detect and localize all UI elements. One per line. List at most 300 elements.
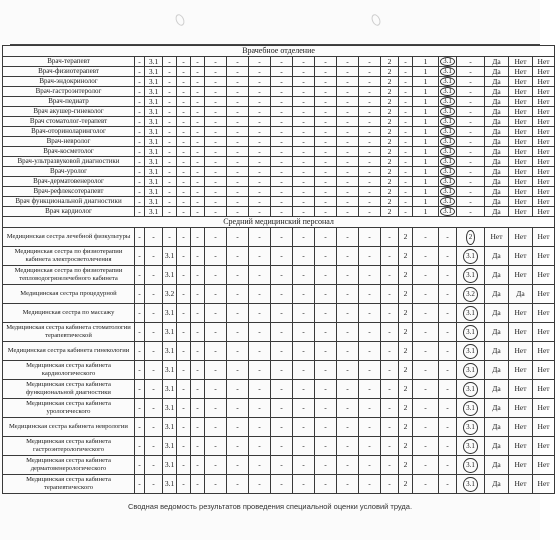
class-cell: 3.1	[145, 77, 163, 87]
factor-cell: -	[135, 167, 145, 177]
factor-cell: -	[337, 266, 359, 285]
factor-cell: -	[315, 304, 337, 323]
factor-cell: -	[177, 77, 191, 87]
factor-cell: -	[145, 266, 163, 285]
factor-cell: -	[359, 228, 381, 247]
factor-cell: -	[271, 285, 293, 304]
decision-cell: Нет	[533, 361, 555, 380]
factor-cell: -	[135, 147, 145, 157]
factor-cell: -	[439, 342, 457, 361]
table-row	[3, 399, 555, 418]
factor-cell: -	[315, 77, 337, 87]
factor-cell: -	[249, 266, 271, 285]
decision-cell: Нет	[533, 266, 555, 285]
factor-cell: 2	[399, 304, 413, 323]
factor-cell: -	[293, 67, 315, 77]
class-cell: 3.2	[163, 285, 177, 304]
position-name: Врач-гастроэнтеролог	[3, 87, 135, 97]
factor-cell: -	[439, 285, 457, 304]
factor-cell: -	[227, 147, 249, 157]
table-row	[3, 97, 555, 107]
factor-cell: -	[205, 380, 227, 399]
factor-cell: -	[163, 127, 177, 137]
factor-cell: -	[205, 323, 227, 342]
decision-cell: Нет	[533, 475, 555, 494]
section-header-row	[3, 217, 555, 228]
decision-cell: Да	[485, 456, 509, 475]
factor-cell: -	[163, 67, 177, 77]
factor-cell: -	[205, 475, 227, 494]
factor-cell: -	[293, 147, 315, 157]
factor-cell: -	[337, 187, 359, 197]
factor-cell: -	[191, 456, 205, 475]
table-row	[3, 147, 555, 157]
position-name: Врач-дерматовенеролог	[3, 177, 135, 187]
factor-cell: -	[145, 228, 163, 247]
factor-cell: -	[337, 177, 359, 187]
class-cell: 3.1	[145, 207, 163, 217]
final-class	[439, 107, 457, 117]
class-cell: 3.1	[145, 137, 163, 147]
factor-cell: -	[227, 67, 249, 77]
factor-cell: 1	[413, 57, 439, 67]
factor-cell: -	[315, 207, 337, 217]
factor-cell: -	[227, 285, 249, 304]
factor-cell: -	[359, 117, 381, 127]
position-name: Врач акушер-гинеколог	[3, 107, 135, 117]
decision-cell: Нет	[533, 399, 555, 418]
factor-cell: -	[271, 157, 293, 167]
factor-cell: -	[205, 228, 227, 247]
factor-cell: -	[315, 399, 337, 418]
factor-cell: -	[205, 67, 227, 77]
factor-cell: -	[135, 380, 145, 399]
factor-cell: -	[191, 380, 205, 399]
factor-cell: -	[337, 137, 359, 147]
factor-cell: -	[135, 127, 145, 137]
factor-cell: -	[359, 57, 381, 67]
factor-cell: -	[413, 266, 439, 285]
factor-cell: -	[227, 77, 249, 87]
circled-class-mark: 3.1	[440, 137, 455, 146]
factor-cell: -	[163, 117, 177, 127]
factor-cell: -	[191, 77, 205, 87]
factor-cell: -	[135, 266, 145, 285]
factor-cell: -	[227, 137, 249, 147]
factor-cell: -	[315, 266, 337, 285]
factor-cell: -	[177, 107, 191, 117]
factor-cell: -	[191, 167, 205, 177]
factor-cell: -	[177, 97, 191, 107]
factor-cell: -	[205, 137, 227, 147]
factor-cell: -	[315, 137, 337, 147]
factor-cell: -	[337, 399, 359, 418]
decision-cell: Нет	[533, 437, 555, 456]
factor-cell: -	[205, 437, 227, 456]
factor-cell: -	[249, 342, 271, 361]
factor-cell: -	[135, 342, 145, 361]
factor-cell: -	[271, 57, 293, 67]
decision-cell: Нет	[509, 207, 533, 217]
final-class	[457, 342, 485, 361]
factor-cell: -	[249, 437, 271, 456]
factor-cell: -	[293, 197, 315, 207]
table-row	[3, 137, 555, 147]
factor-cell: -	[439, 437, 457, 456]
final-class	[439, 177, 457, 187]
factor-cell: -	[413, 285, 439, 304]
factor-cell: -	[359, 456, 381, 475]
position-name: Врач-рефлексотерапевт	[3, 187, 135, 197]
factor-cell: -	[145, 361, 163, 380]
circled-class-mark: 3.1	[440, 87, 455, 96]
decision-cell: Да	[485, 157, 509, 167]
factor-cell: -	[293, 177, 315, 187]
factor-cell: -	[177, 228, 191, 247]
final-class	[439, 157, 457, 167]
factor-cell: -	[163, 57, 177, 67]
factor-cell: -	[227, 57, 249, 67]
factor-cell: -	[337, 197, 359, 207]
decision-cell: Нет	[533, 97, 555, 107]
factor-cell: 1	[413, 87, 439, 97]
factor-cell: 1	[413, 117, 439, 127]
class-cell: 3.1	[145, 157, 163, 167]
decision-cell: Нет	[533, 197, 555, 207]
class-cell: 3.1	[145, 127, 163, 137]
class-cell: 3.1	[145, 147, 163, 157]
factor-cell: -	[439, 304, 457, 323]
section-title: Средний медицинский персонал	[3, 217, 555, 228]
factor-cell: -	[381, 247, 399, 266]
decision-cell: Да	[485, 57, 509, 67]
factor-cell: -	[227, 475, 249, 494]
factor-cell: -	[457, 167, 485, 177]
position-name: Медицинская сестра кабинета гинекологии	[3, 342, 135, 361]
factor-cell: 2	[399, 342, 413, 361]
table-row	[3, 57, 555, 67]
class-cell: 3.1	[163, 418, 177, 437]
factor-cell: -	[205, 177, 227, 187]
factor-cell: -	[135, 87, 145, 97]
final-class	[439, 57, 457, 67]
factor-cell: 2	[381, 117, 399, 127]
factor-cell: -	[413, 399, 439, 418]
final-class	[439, 97, 457, 107]
factor-cell: -	[315, 57, 337, 67]
final-class	[457, 456, 485, 475]
position-name: Врач-физиотерапевт	[3, 67, 135, 77]
factor-cell: -	[249, 167, 271, 177]
factor-cell: -	[359, 285, 381, 304]
factor-cell: -	[191, 197, 205, 207]
factor-cell: -	[359, 167, 381, 177]
factor-cell: -	[359, 437, 381, 456]
factor-cell: -	[135, 97, 145, 107]
final-class	[439, 167, 457, 177]
factor-cell: -	[315, 323, 337, 342]
factor-cell: -	[271, 77, 293, 87]
decision-cell: Да	[485, 97, 509, 107]
factor-cell: -	[359, 87, 381, 97]
factor-cell: -	[359, 187, 381, 197]
factor-cell: -	[457, 157, 485, 167]
factor-cell: -	[163, 187, 177, 197]
factor-cell: -	[337, 97, 359, 107]
factor-cell: -	[145, 475, 163, 494]
factor-cell: -	[249, 228, 271, 247]
decision-cell: Нет	[533, 187, 555, 197]
factor-cell: -	[381, 437, 399, 456]
factor-cell: 2	[399, 285, 413, 304]
factor-cell: -	[381, 342, 399, 361]
class-cell: 3.1	[145, 87, 163, 97]
factor-cell: -	[249, 197, 271, 207]
table-row	[3, 177, 555, 187]
factor-cell: -	[205, 304, 227, 323]
factor-cell: -	[205, 157, 227, 167]
factor-cell: -	[205, 342, 227, 361]
table-row	[3, 342, 555, 361]
factor-cell: -	[177, 342, 191, 361]
factor-cell: -	[439, 323, 457, 342]
factor-cell: -	[163, 87, 177, 97]
factor-cell: -	[227, 361, 249, 380]
factor-cell: -	[457, 197, 485, 207]
factor-cell: -	[315, 187, 337, 197]
factor-cell: -	[315, 361, 337, 380]
factor-cell: -	[163, 207, 177, 217]
factor-cell: -	[293, 228, 315, 247]
factor-cell: -	[227, 117, 249, 127]
factor-cell: -	[413, 228, 439, 247]
factor-cell: 2	[381, 147, 399, 157]
position-name: Врач-косметолог	[3, 147, 135, 157]
class-cell: 3.1	[145, 57, 163, 67]
factor-cell: -	[227, 87, 249, 97]
decision-cell: Нет	[509, 127, 533, 137]
factor-cell: 2	[381, 157, 399, 167]
class-cell: 3.1	[163, 323, 177, 342]
factor-cell: -	[337, 157, 359, 167]
class-cell: 3.1	[163, 399, 177, 418]
factor-cell: -	[205, 456, 227, 475]
factor-cell: -	[293, 266, 315, 285]
factor-cell: -	[145, 418, 163, 437]
factor-cell: -	[249, 137, 271, 147]
factor-cell: -	[135, 187, 145, 197]
table-row	[3, 157, 555, 167]
factor-cell: -	[271, 147, 293, 157]
factor-cell: -	[177, 456, 191, 475]
factor-cell: -	[315, 157, 337, 167]
factor-cell: -	[191, 361, 205, 380]
table-row	[3, 475, 555, 494]
factor-cell: -	[337, 147, 359, 157]
factor-cell: -	[249, 57, 271, 67]
factor-cell: -	[359, 399, 381, 418]
decision-cell: Да	[485, 197, 509, 207]
circled-class-mark: 3.1	[440, 147, 455, 156]
table-row	[3, 127, 555, 137]
decision-cell: Нет	[533, 57, 555, 67]
factor-cell: -	[145, 285, 163, 304]
table-row	[3, 285, 555, 304]
factor-cell: -	[337, 77, 359, 87]
factor-cell: -	[205, 361, 227, 380]
table-row	[3, 437, 555, 456]
factor-cell: -	[227, 342, 249, 361]
factor-cell: -	[399, 107, 413, 117]
decision-cell: Нет	[533, 285, 555, 304]
factor-cell: -	[439, 380, 457, 399]
decision-cell: Нет	[533, 247, 555, 266]
position-name: Врач функциональной диагностики	[3, 197, 135, 207]
circled-class-mark: 3.1	[463, 249, 478, 264]
factor-cell: -	[337, 207, 359, 217]
factor-cell: 2	[381, 57, 399, 67]
decision-cell: Нет	[509, 247, 533, 266]
factor-cell: -	[293, 137, 315, 147]
position-name: Медицинская сестра процедурной	[3, 285, 135, 304]
factor-cell: -	[271, 87, 293, 97]
class-cell: 3.1	[163, 342, 177, 361]
class-cell: -	[163, 228, 177, 247]
position-name: Медицинская сестра кабинета неврологии	[3, 418, 135, 437]
factor-cell: -	[205, 87, 227, 97]
factor-cell: -	[381, 228, 399, 247]
factor-cell: -	[271, 399, 293, 418]
factor-cell: -	[439, 418, 457, 437]
decision-cell: Да	[485, 77, 509, 87]
factor-cell: -	[315, 87, 337, 97]
factor-cell: -	[293, 167, 315, 177]
factor-cell: -	[205, 107, 227, 117]
factor-cell: -	[359, 197, 381, 207]
factor-cell: -	[191, 207, 205, 217]
factor-cell: -	[227, 127, 249, 137]
final-class	[439, 87, 457, 97]
factor-cell: 2	[381, 207, 399, 217]
factor-cell: 1	[413, 187, 439, 197]
factor-cell: 2	[381, 87, 399, 97]
decision-cell: Нет	[509, 475, 533, 494]
factor-cell: -	[177, 177, 191, 187]
final-class	[457, 266, 485, 285]
class-cell: 3.1	[163, 437, 177, 456]
class-cell: 3.1	[163, 247, 177, 266]
factor-cell: -	[145, 437, 163, 456]
factor-cell: -	[271, 380, 293, 399]
class-cell: 3.1	[163, 380, 177, 399]
table-row	[3, 228, 555, 247]
factor-cell: -	[249, 147, 271, 157]
factor-cell: -	[337, 57, 359, 67]
factor-cell: -	[359, 157, 381, 167]
factor-cell: -	[177, 147, 191, 157]
factor-cell: -	[191, 323, 205, 342]
factor-cell: -	[271, 361, 293, 380]
factor-cell: -	[439, 475, 457, 494]
decision-cell: Нет	[533, 67, 555, 77]
decision-cell: Нет	[509, 157, 533, 167]
factor-cell: -	[399, 147, 413, 157]
decision-cell: Нет	[509, 380, 533, 399]
factor-cell: 2	[381, 167, 399, 177]
decision-cell: Да	[485, 117, 509, 127]
factor-cell: -	[205, 127, 227, 137]
factor-cell: 2	[381, 77, 399, 87]
factor-cell: -	[439, 266, 457, 285]
factor-cell: -	[205, 247, 227, 266]
decision-cell: Нет	[533, 127, 555, 137]
decision-cell: Нет	[533, 207, 555, 217]
factor-cell: -	[399, 177, 413, 187]
factor-cell: -	[249, 177, 271, 187]
factor-cell: -	[271, 97, 293, 107]
factor-cell: -	[205, 147, 227, 157]
factor-cell: -	[191, 266, 205, 285]
class-cell: 3.1	[145, 197, 163, 207]
factor-cell: 2	[399, 475, 413, 494]
factor-cell: -	[249, 361, 271, 380]
factor-cell: -	[271, 456, 293, 475]
factor-cell: -	[337, 107, 359, 117]
table-row	[3, 304, 555, 323]
table-row	[3, 418, 555, 437]
factor-cell: 2	[381, 177, 399, 187]
factor-cell: -	[315, 456, 337, 475]
factor-cell: -	[227, 177, 249, 187]
position-name: Медицинская сестра кабинета кардиологического	[3, 361, 135, 380]
factor-cell: -	[227, 266, 249, 285]
factor-cell: -	[163, 97, 177, 107]
factor-cell: -	[191, 304, 205, 323]
factor-cell: -	[457, 207, 485, 217]
decision-cell: Нет	[533, 342, 555, 361]
circled-class-mark: 3.1	[463, 420, 478, 435]
position-name: Врач-оториноларинголог	[3, 127, 135, 137]
factor-cell: -	[293, 187, 315, 197]
factor-cell: -	[271, 247, 293, 266]
final-class	[439, 197, 457, 207]
factor-cell: -	[293, 418, 315, 437]
decision-cell: Да	[485, 437, 509, 456]
factor-cell: -	[359, 266, 381, 285]
factor-cell: -	[135, 304, 145, 323]
factor-cell: -	[399, 157, 413, 167]
factor-cell: -	[145, 342, 163, 361]
circled-class-mark: 2	[466, 230, 476, 245]
factor-cell: -	[359, 361, 381, 380]
factor-cell: 1	[413, 157, 439, 167]
factor-cell: -	[359, 380, 381, 399]
factor-cell: 1	[413, 147, 439, 157]
decision-cell: Да	[485, 87, 509, 97]
factor-cell: -	[457, 57, 485, 67]
decision-cell: Нет	[509, 456, 533, 475]
factor-cell: -	[227, 399, 249, 418]
factor-cell: -	[135, 228, 145, 247]
factor-cell: -	[293, 380, 315, 399]
factor-cell: 2	[381, 97, 399, 107]
table-row	[3, 266, 555, 285]
factor-cell: 2	[381, 197, 399, 207]
factor-cell: -	[135, 107, 145, 117]
factor-cell: -	[337, 228, 359, 247]
decision-cell: Нет	[509, 57, 533, 67]
decision-cell: Нет	[509, 77, 533, 87]
